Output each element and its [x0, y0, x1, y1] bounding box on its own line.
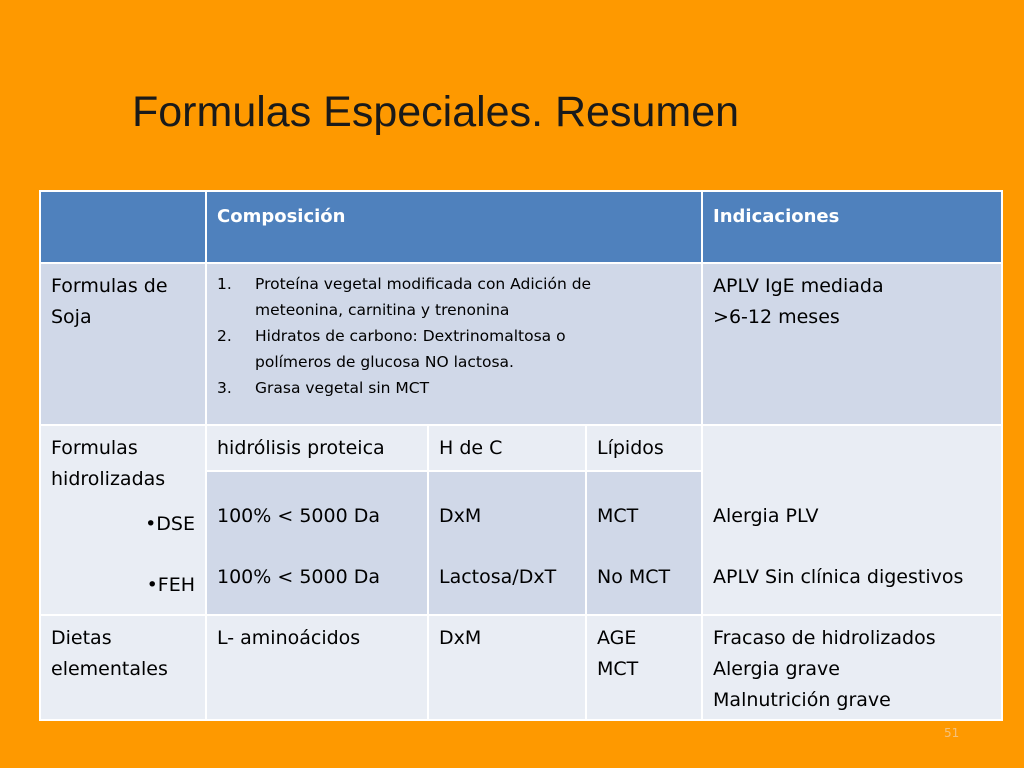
hidrolizadas-label-line1: Formulas	[51, 437, 138, 459]
bullet-feh: •FEH	[146, 574, 195, 596]
list-item-text: polímeros de glucosa NO lactosa.	[255, 353, 514, 371]
subheader-carbs: H de C	[428, 425, 586, 471]
header-indicaciones: Indicaciones	[702, 191, 1002, 263]
page-number: 51	[944, 726, 960, 740]
soja-composition-cell	[206, 263, 702, 425]
elementales-indication-line3: Malnutrición grave	[713, 689, 891, 711]
soja-composition-list	[217, 271, 691, 401]
hidrolizadas-indication-cell	[702, 425, 1002, 615]
hidrolizadas-lipids-cell	[586, 471, 702, 615]
dse-lipids: MCT	[597, 505, 639, 527]
elementales-label-line2: elementales	[51, 658, 168, 680]
soja-label-line2: Soja	[51, 306, 92, 328]
list-item	[217, 323, 691, 375]
elementales-label-line1: Dietas	[51, 627, 112, 649]
elementales-label-cell	[40, 615, 206, 720]
list-item-text: Proteína vegetal modificada con Adición de	[255, 275, 592, 293]
elementales-lipids-cell	[586, 615, 702, 720]
subheader-protein: hidrólisis proteica	[206, 425, 428, 471]
feh-protein: 100% < 5000 Da	[217, 566, 380, 588]
hidrolizadas-protein-cell	[206, 471, 428, 615]
elementales-protein: L- aminoácidos	[206, 615, 428, 720]
elementales-indication-cell	[702, 615, 1002, 720]
soja-indication-cell	[702, 263, 1002, 425]
soja-label-cell	[40, 263, 206, 425]
elementales-indication-line1: Fracaso de hidrolizados	[713, 627, 936, 649]
header-row	[40, 191, 1002, 263]
elementales-lipids-line1: AGE	[597, 627, 637, 649]
bullet-dse: •DSE	[145, 513, 195, 535]
list-item-text: Hidratos de carbono: Dextrinomaltosa o	[255, 327, 566, 345]
hidrolizadas-label-line2: hidrolizadas	[51, 468, 166, 490]
list-item-text: Grasa vegetal sin MCT	[255, 379, 430, 397]
feh-carbs: Lactosa/DxT	[439, 566, 557, 588]
soja-indication-line2: >6-12 meses	[713, 306, 840, 328]
list-item	[217, 375, 691, 401]
feh-indication: APLV Sin clínica digestivos	[713, 566, 964, 588]
list-item-number: 1.	[217, 275, 232, 293]
hidrolizadas-carbs-cell	[428, 471, 586, 615]
hidrolizadas-label-cell	[40, 425, 206, 615]
row-soja	[40, 263, 1002, 425]
elementales-indication-line2: Alergia grave	[713, 658, 840, 680]
dse-indication: Alergia PLV	[713, 505, 819, 527]
list-item	[217, 271, 691, 323]
header-composicion: Composición	[206, 191, 702, 263]
soja-indication-line1: APLV IgE mediada	[713, 275, 884, 297]
row-elementales	[40, 615, 1002, 720]
elementales-lipids-line2: MCT	[597, 658, 639, 680]
list-item-number: 2.	[217, 327, 232, 345]
subheader-lipids: Lípidos	[586, 425, 702, 471]
dse-carbs: DxM	[439, 505, 482, 527]
list-item-number: 3.	[217, 379, 232, 397]
elementales-carbs: DxM	[428, 615, 586, 720]
header-blank-cell	[40, 191, 206, 263]
soja-label-line1: Formulas de	[51, 275, 168, 297]
row-hidrolizadas-subheader	[40, 425, 1002, 471]
feh-lipids: No MCT	[597, 566, 671, 588]
formulas-table	[39, 190, 1003, 721]
slide-title: Formulas Especiales. Resumen	[132, 88, 740, 136]
list-item-text: meteonina, carnitina y trenonina	[255, 301, 510, 319]
dse-protein: 100% < 5000 Da	[217, 505, 380, 527]
